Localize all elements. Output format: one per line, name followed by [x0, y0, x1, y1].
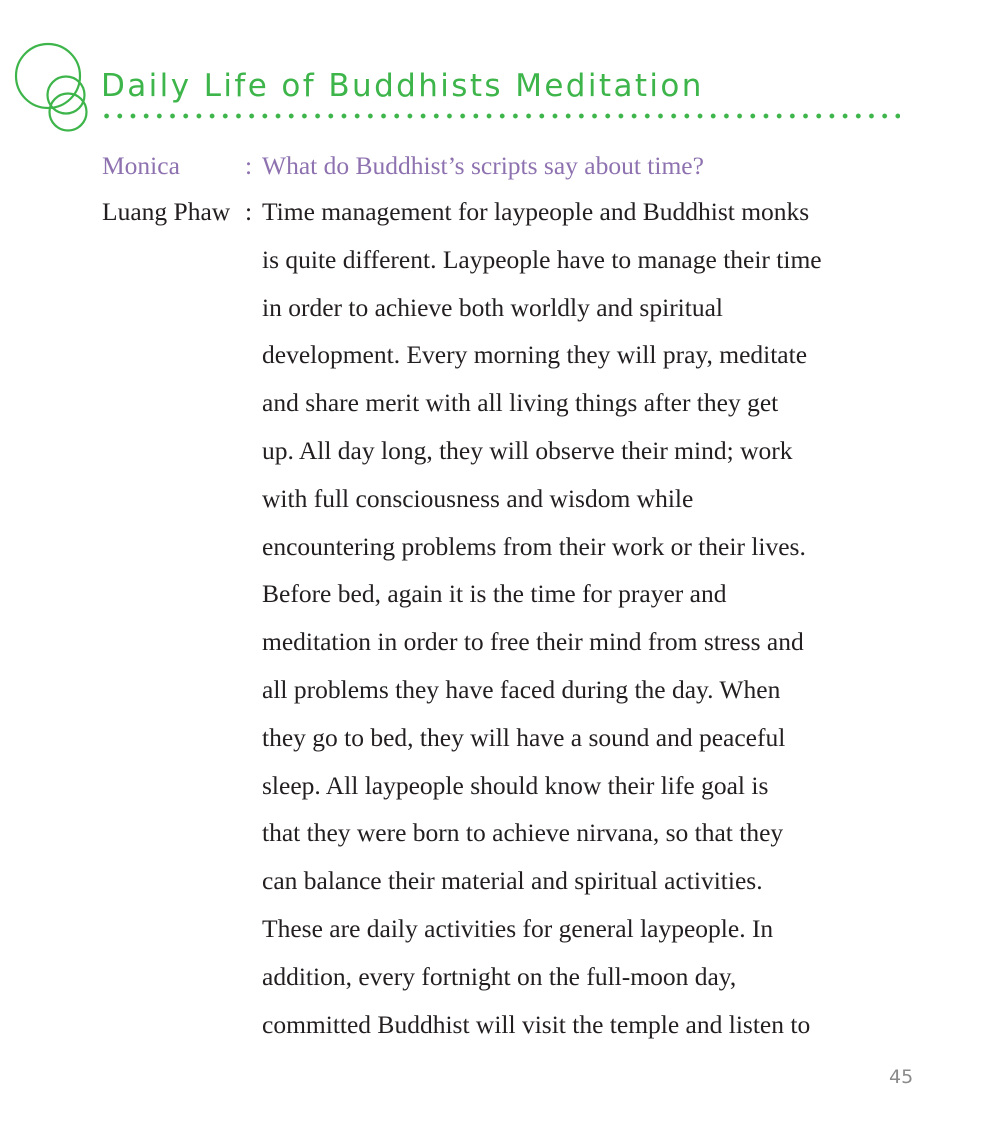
- answer-line: is quite different. Laypeople have to manage their time: [262, 244, 822, 274]
- answer-line: that they were born to achieve nirvana, so that they: [262, 818, 784, 848]
- answer-line: encountering problems from their work or their lives.: [262, 531, 806, 561]
- chapter-title: Daily Life of Buddhists Meditation: [101, 68, 704, 104]
- question-text: What do Buddhist’s scripts say about time?: [262, 151, 704, 180]
- dotted-divider: [100, 112, 900, 120]
- answer-line: can balance their material and spiritual activities.: [262, 866, 763, 896]
- answer-line: Time management for laypeople and Buddhist monks: [262, 197, 810, 226]
- answer-line: committed Buddhist will visit the temple and listen to: [262, 1009, 811, 1039]
- answer-line: with full consciousness and wisdom while: [262, 483, 694, 513]
- answer-line: in order to achieve both worldly and spiritual: [262, 292, 724, 322]
- answer-line: they go to bed, they will have a sound and peaceful: [262, 722, 786, 752]
- answer-line: addition, every fortnight on the full-moon day,: [262, 961, 737, 991]
- question-separator: :: [245, 151, 253, 180]
- answer-separator: :: [245, 197, 253, 226]
- question-speaker: Monica: [102, 151, 180, 180]
- answer-line: These are daily activities for general laypeople. In: [262, 913, 774, 943]
- answer-speaker: Luang Phaw: [102, 197, 231, 226]
- answer-line: and share merit with all living things after they get: [262, 388, 779, 418]
- answer-text: [262, 195, 902, 1055]
- answer-line: sleep. All laypeople should know their life goal is: [262, 770, 769, 800]
- answer-line: up. All day long, they will observe their mind; work: [262, 435, 793, 465]
- interlocking-circles-icon: [12, 40, 102, 135]
- page-number: 45: [889, 1066, 914, 1088]
- answer-line: development. Every morning they will pray, meditate: [262, 340, 808, 370]
- answer-line: meditation in order to free their mind from stress and: [262, 627, 804, 657]
- answer-line: Before bed, again it is the time for prayer and: [262, 579, 727, 609]
- answer-line: all problems they have faced during the day. When: [262, 674, 781, 704]
